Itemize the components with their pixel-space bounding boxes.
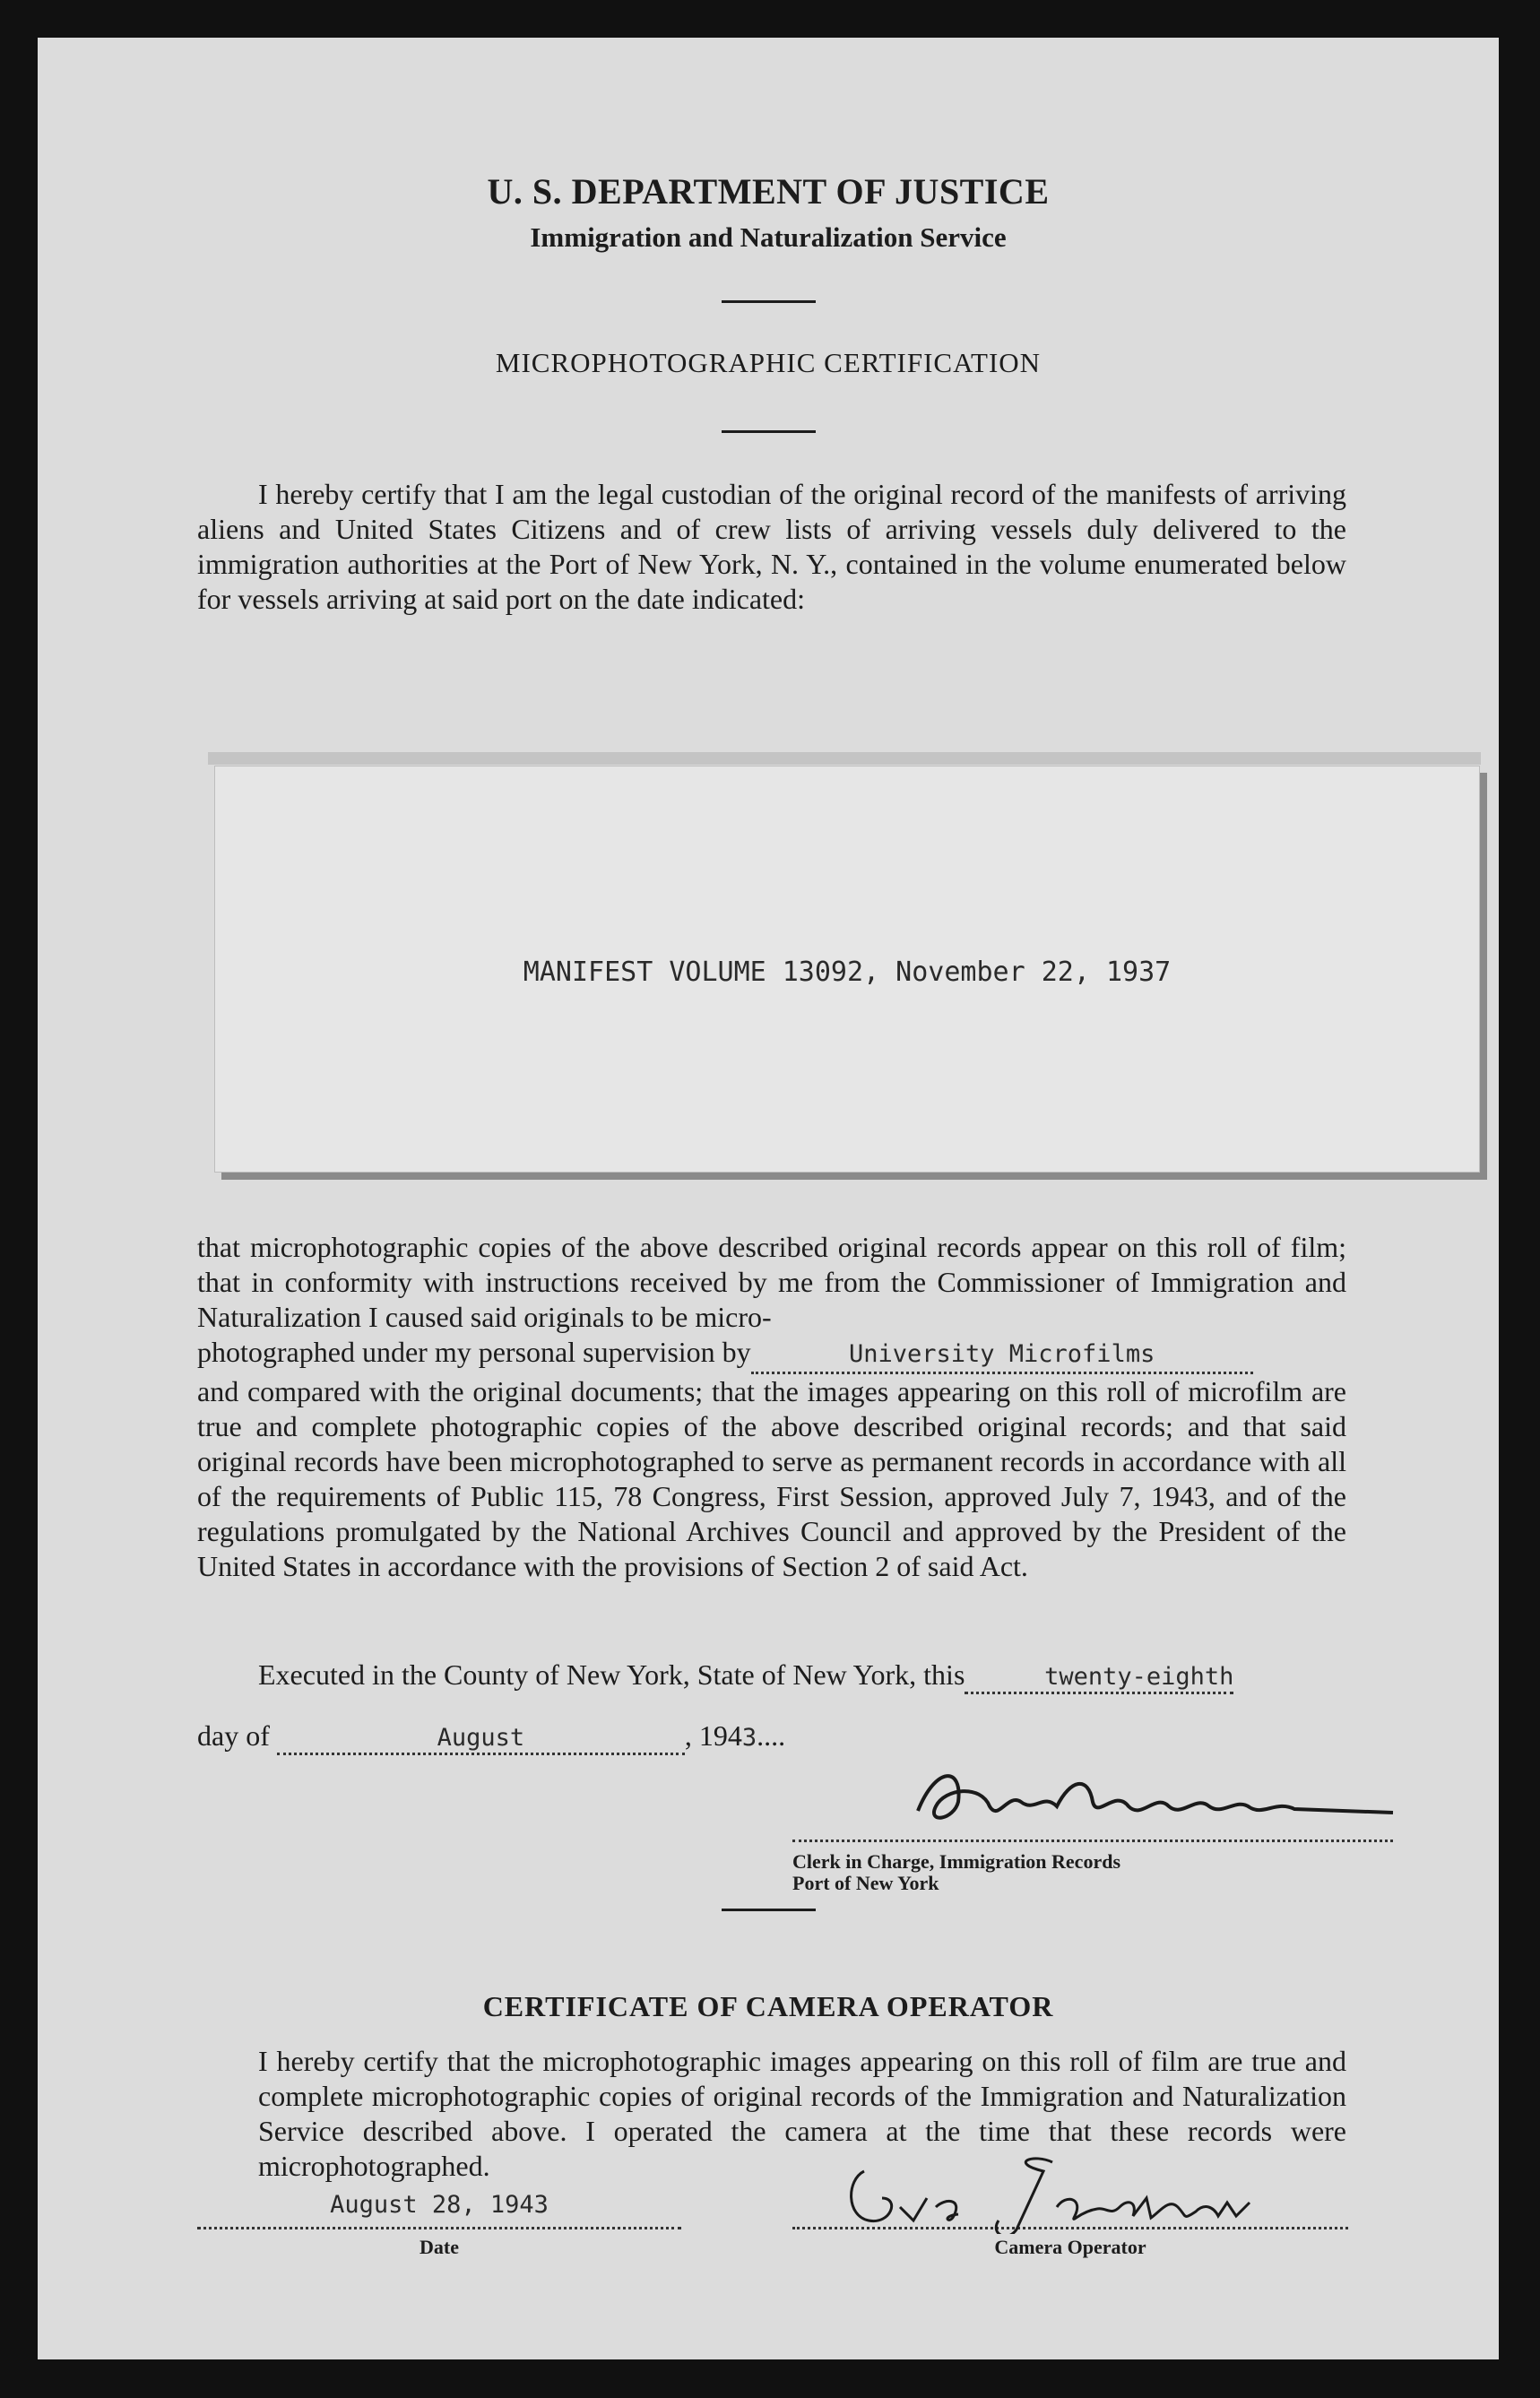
operator-heading: CERTIFICATE OF CAMERA OPERATOR [482,1990,1054,2022]
day-field [965,1658,1233,1694]
clerk-port: Port of New York [792,1872,939,1894]
operator-date-value: August 28, 1943 [330,2191,549,2219]
supervisor-value: University Microfilms [848,1340,1155,1368]
operator-date-label: Date [420,2236,459,2258]
clerk-signature-block [792,1768,1393,1894]
body-line2: and compared with the original documents; that the images appearing on this roll of microfilm are true and complete photographic copies of the above described original records; and that said original records have been microphotographed to serve as permanent records in accordance with all of the requirements of Public 115, 78 Congress, First Session, approved July 7, 1943, and of the regulations promulgated by the National Archives Council and approved by the President of the United States in accordance with the provisions of Section 2 of said Act. [197,1375,1346,1582]
document-page [38,38,1499,2359]
operator-date-block [197,2191,681,2258]
intro-paragraph [197,477,1346,617]
year-digit: 3 [741,1724,757,1752]
operator-signature-block [792,2162,1348,2258]
intro-text: I hereby certify that I am the legal custodian of the original record of the manifests of arriving aliens and United States Citizens and of crew lists of arriving vessels duly delivered to the immigration authorities at the Port of New York, N. Y., contained in the volume enumerated below for vessels arriving at said port on the date indicated: [197,478,1346,615]
operator-text: I hereby certify that the microphotographic images appearing on this roll of film are true and complete microphotographic copies of original records of the Immigration and Naturalization Service described above. I operated the camera at the time that these records were microphotographed. [258,2045,1346,2182]
day-of-label: day of [197,1719,270,1752]
clerk-signature-line [792,1768,1393,1842]
body-line1: that microphotographic copies of the above described original records appear on this roll of film; that in conformity with instructions received by me from the Commissioner of Immigration and Naturalization I caused said originals to be micro- [197,1231,1346,1333]
operator-signature-line [792,2162,1348,2229]
clerk-title: Clerk in Charge, Immigration Records [792,1850,1121,1873]
operator-date-field [197,2191,681,2229]
divider [722,1909,816,1911]
day-ordinal: twenty-eighth [1044,1663,1234,1691]
date-line: day of August , 1943.... [197,1719,785,1755]
execution-line [258,1658,1233,1694]
divider [722,430,816,433]
supervision-line [197,1335,1346,1374]
operator-signature-image [828,2144,1294,2234]
card-edge [208,752,1481,765]
operator-role-label: Camera Operator [994,2236,1146,2258]
department-title: U. S. DEPARTMENT OF JUSTICE [487,171,1050,212]
service-subtitle: Immigration and Naturalization Service [530,221,1007,253]
manifest-card [214,766,1480,1173]
month-field [277,1719,685,1755]
clerk-signature-image [909,1757,1411,1838]
execution-prefix: Executed in the County of New York, State of New York, this [258,1658,965,1691]
manifest-entry: MANIFEST VOLUME 13092, November 22, 1937 [523,957,1172,988]
year-prefix: , 194 [684,1719,742,1752]
supervisor-field [751,1335,1253,1374]
divider [722,300,816,303]
certification-title: MICROPHOTOGRAPHIC CERTIFICATION [495,347,1042,378]
supervision-prefix: photographed under my personal supervision by [197,1336,751,1368]
month-value: August [437,1724,525,1752]
body-paragraph [197,1230,1346,1584]
